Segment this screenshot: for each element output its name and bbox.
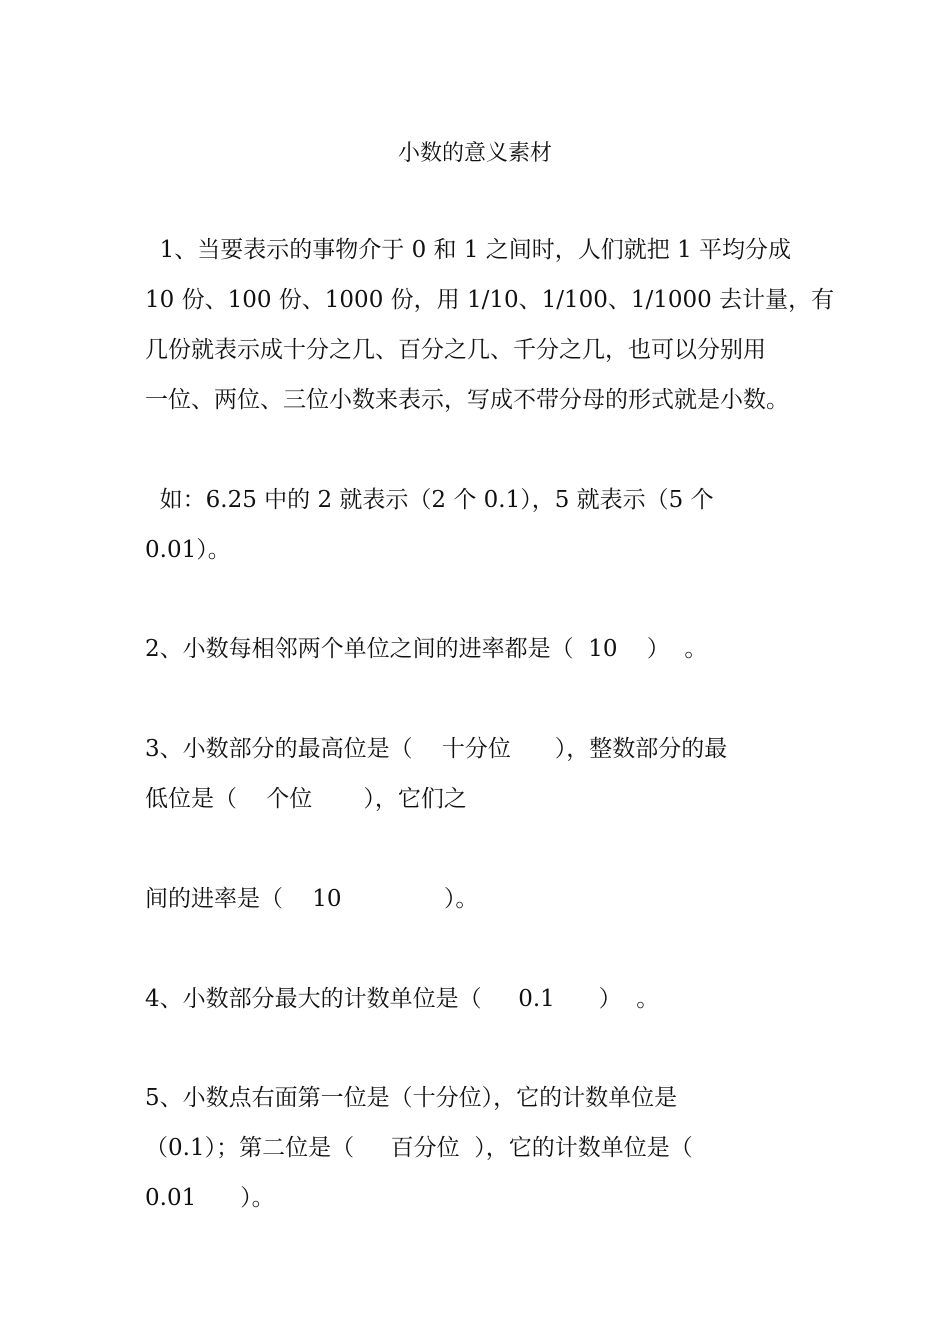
text-line: 间的进率是（ 10 ）。 bbox=[145, 886, 479, 912]
text-line: 低位是（ 个位 ），它们之 bbox=[145, 786, 467, 812]
text-line: 0.01）。 bbox=[145, 537, 231, 563]
text-line: 0.01 ）。 bbox=[145, 1185, 275, 1211]
document-title: 小数的意义素材 bbox=[397, 141, 552, 166]
text-line: 10 份、100 份、1000 份，用 1/10、1/100、1/1000 去计量，有 bbox=[145, 287, 835, 313]
text-line: 一位、两位、三位小数来表示，写成不带分母的形式就是小数。 bbox=[145, 387, 789, 413]
text-line: 5、小数点右面第一位是（十分位），它的计数单位是 bbox=[145, 1085, 678, 1111]
text-line: 几份就表示成十分之几、百分之几、千分之几，也可以分别用 bbox=[145, 337, 766, 363]
text-line: 3、小数部分的最高位是（ 十分位 ），整数部分的最 bbox=[145, 736, 728, 762]
text-line: （0.1）；第二位是（ 百分位 ），它的计数单位是（ bbox=[145, 1135, 693, 1161]
text-line: 1、当要表示的事物介于 0 和 1 之间时，人们就把 1 平均分成 bbox=[145, 237, 792, 263]
text-line: 4、小数部分最大的计数单位是（ 0.1 ） 。 bbox=[145, 986, 660, 1012]
text-line: 2、小数每相邻两个单位之间的进率都是（ 10 ） 。 bbox=[145, 636, 708, 662]
text-line: 如：6.25 中的 2 就表示（2 个 0.1），5 就表示（5 个 bbox=[145, 487, 714, 513]
